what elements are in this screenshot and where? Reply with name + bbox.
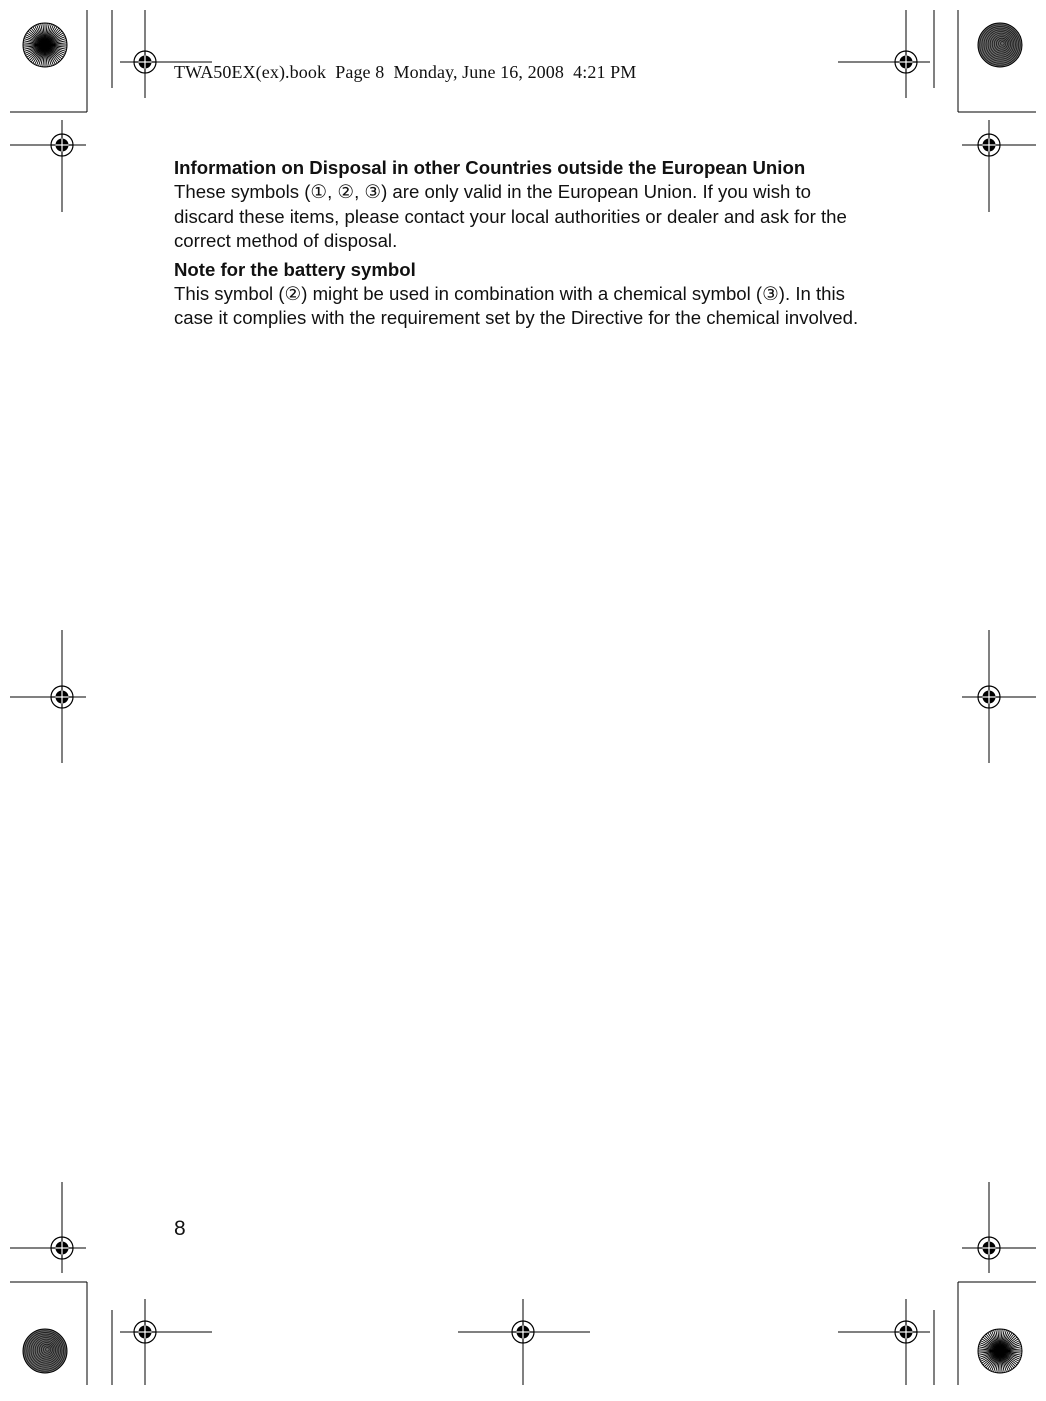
registration-mark-icon (978, 686, 1000, 708)
registration-mark-icon (134, 51, 156, 73)
section-body: This symbol (②) might be used in combination with a chemical symbol (③). In this case it complies with the requirement set by the Directive for the chemical involved. (174, 283, 859, 329)
registration-mark-icon (134, 1321, 156, 1343)
document-body (174, 156, 874, 335)
registration-mark-icon (51, 1237, 73, 1259)
registration-mark-icon (51, 134, 73, 156)
moire-target-icon (23, 1329, 67, 1373)
registration-mark-icon (895, 51, 917, 73)
star-target-icon (23, 23, 67, 67)
page-number: 8 (174, 1217, 186, 1240)
section-heading: Note for the battery symbol (174, 258, 416, 280)
registration-mark-icon (51, 686, 73, 708)
section-heading: Information on Disposal in other Countries outside the European Union (174, 157, 806, 178)
registration-mark-icon (978, 1237, 1000, 1259)
section-body: These symbols (①, ②, ③) are only valid in the European Union. If you wish to discard these items, please contact your local authorities or dealer and ask for the correct method of disposal. (174, 181, 847, 252)
moire-target-icon (978, 23, 1022, 67)
slug-line: TWA50EX(ex).book Page 8 Monday, June 16, 2008 4:21 PM (174, 62, 637, 82)
registration-mark-icon (512, 1321, 534, 1343)
registration-mark-icon (978, 134, 1000, 156)
registration-mark-icon (895, 1321, 917, 1343)
star-target-icon (978, 1329, 1022, 1373)
